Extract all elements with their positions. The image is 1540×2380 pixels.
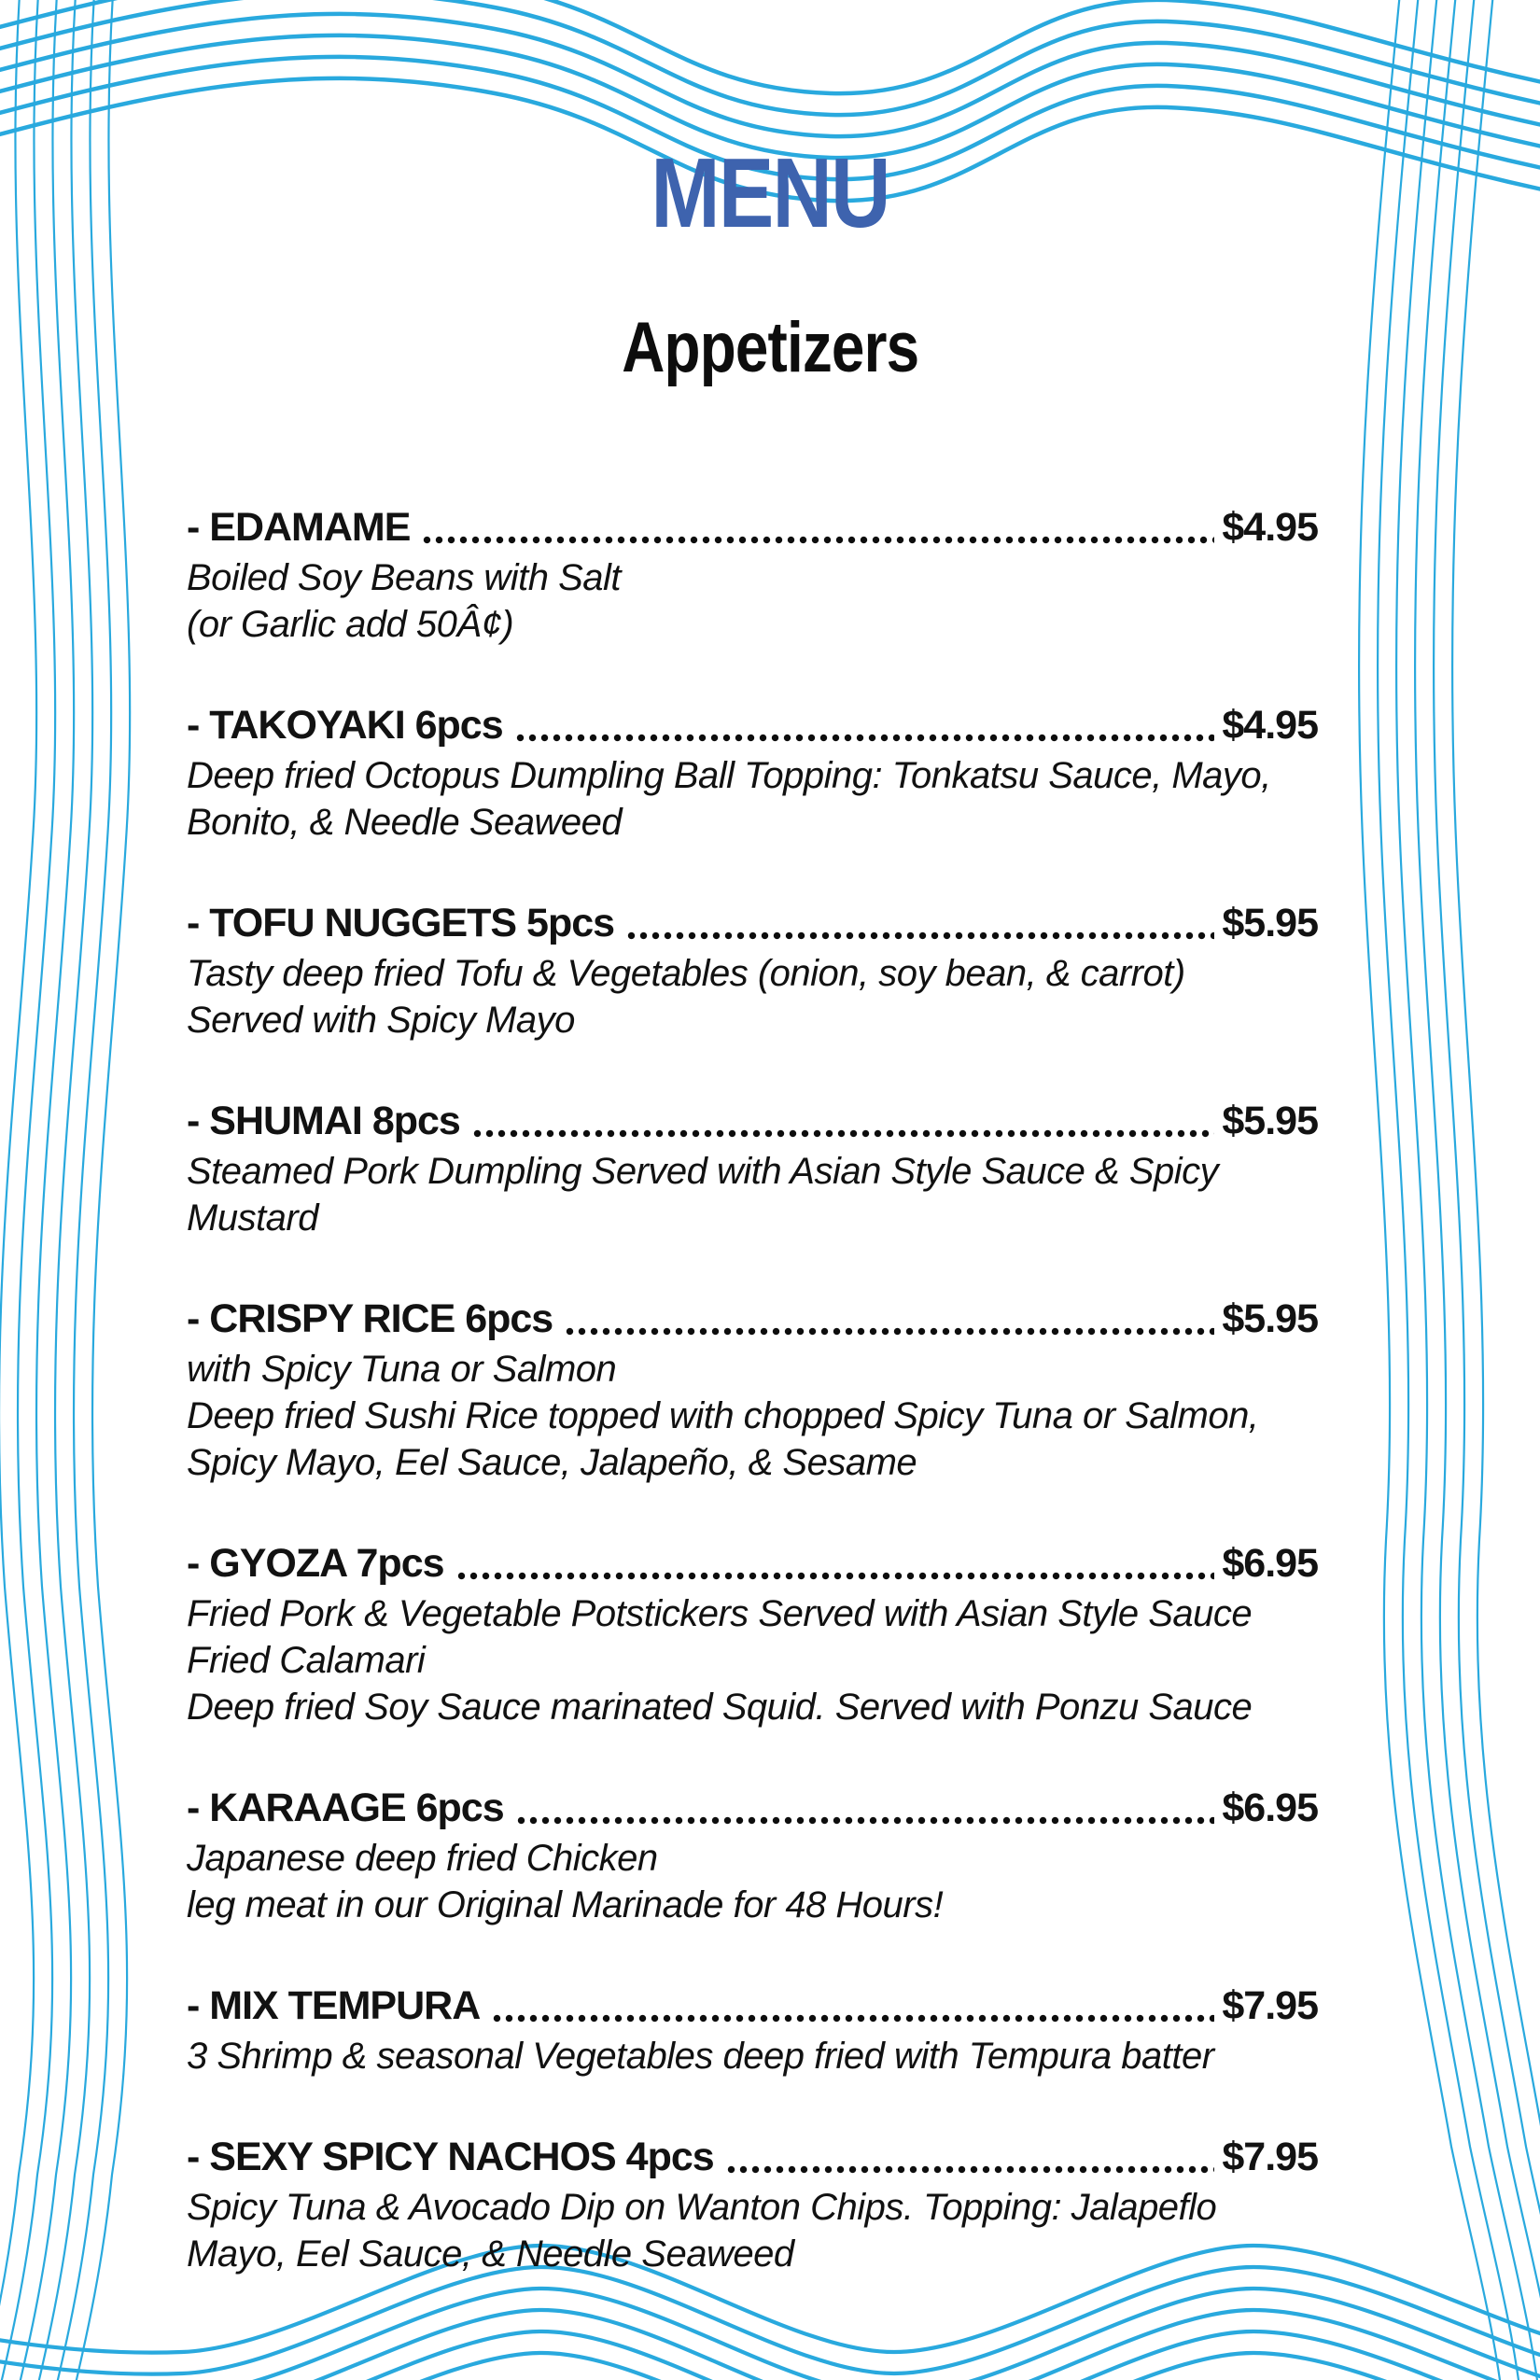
- item-description-line: (or Garlic add 50Â¢): [187, 604, 514, 645]
- menu-item-line: [187, 2132, 1318, 2182]
- item-description-line: Japanese deep fried Chicken: [187, 1838, 658, 1879]
- item-descriptions: [187, 1346, 1318, 1486]
- item-description-line: Tasty deep fried Tofu & Vegetables (onion, soy bean, & carrot): [187, 953, 1185, 994]
- item-description-line: Served with Spicy Mayo: [187, 1000, 575, 1041]
- item-name: - TAKOYAKI 6pcs: [187, 703, 503, 748]
- item-name: - SEXY SPICY NACHOS 4pcs: [187, 2135, 714, 2179]
- item-price: $5.95: [1222, 1296, 1318, 1341]
- menu-item-line: [187, 1538, 1318, 1589]
- item-descriptions: [187, 1148, 1318, 1241]
- item-price: $7.95: [1222, 2135, 1318, 2179]
- menu-items: [187, 502, 1318, 2330]
- item-description-line: Deep fried Soy Sauce marinated Squid. Served with Ponzu Sauce: [187, 1687, 1253, 1728]
- item-description-line: Boiled Soy Beans with Salt: [187, 557, 622, 598]
- item-name: - KARAAGE 6pcs: [187, 1785, 504, 1830]
- menu-item: [187, 502, 1318, 648]
- dotted-leader: [471, 1129, 1215, 1138]
- menu-item: [187, 1096, 1318, 1241]
- item-description-line: with Spicy Tuna or Salmon: [187, 1349, 617, 1390]
- menu-item-line: [187, 1783, 1318, 1833]
- item-description-line: Steamed Pork Dumpling Served with Asian Style Sauce & Spicy Mustard: [187, 1151, 1219, 1239]
- menu-item: [187, 1538, 1318, 1730]
- item-description-line: 3 Shrimp & seasonal Vegetables deep fried with Tempura batter: [187, 2036, 1214, 2077]
- item-description-line: Fried Pork & Vegetable Potstickers Served with Asian Style Sauce: [187, 1593, 1253, 1634]
- item-price: $4.95: [1222, 505, 1318, 550]
- item-descriptions: [187, 554, 1318, 648]
- dotted-leader: [421, 536, 1214, 544]
- item-name: - TOFU NUGGETS 5pcs: [187, 901, 615, 945]
- dotted-leader: [455, 1572, 1215, 1580]
- item-description-line: Deep fried Octopus Dumpling Ball Topping: Tonkatsu Sauce, Mayo, Bonito, & Needle Seaweed: [187, 755, 1271, 843]
- item-price: $4.95: [1222, 703, 1318, 748]
- section-heading: [0, 308, 1540, 388]
- menu-item: [187, 1294, 1318, 1486]
- item-descriptions: [187, 2184, 1318, 2277]
- dotted-leader: [625, 931, 1214, 940]
- item-price: $5.95: [1222, 901, 1318, 945]
- dotted-leader: [514, 734, 1215, 742]
- item-name: - CRISPY RICE 6pcs: [187, 1296, 553, 1341]
- page-title: [0, 138, 1540, 248]
- dotted-leader: [725, 2165, 1215, 2174]
- item-name: - EDAMAME: [187, 505, 411, 550]
- menu-item-line: [187, 1294, 1318, 1344]
- menu-item-line: [187, 1096, 1318, 1146]
- item-descriptions: [187, 1590, 1318, 1730]
- menu-item-line: [187, 502, 1318, 553]
- item-price: $7.95: [1222, 1983, 1318, 2028]
- dotted-leader: [564, 1327, 1214, 1336]
- item-description-line: Spicy Tuna & Avocado Dip on Wanton Chips. Topping: Jalapeflo Mayo, Eel Sauce, & Needle Seaweed: [187, 2187, 1217, 2275]
- item-descriptions: [187, 1835, 1318, 1928]
- item-price: $6.95: [1222, 1541, 1318, 1586]
- menu-item-line: [187, 700, 1318, 750]
- item-name: - SHUMAI 8pcs: [187, 1099, 460, 1143]
- menu-item: [187, 700, 1318, 846]
- dotted-leader: [491, 2014, 1214, 2023]
- menu-item-line: [187, 898, 1318, 948]
- dotted-leader: [515, 1816, 1215, 1825]
- item-price: $5.95: [1222, 1099, 1318, 1143]
- item-price: $6.95: [1222, 1785, 1318, 1830]
- menu-item: [187, 1783, 1318, 1928]
- item-descriptions: [187, 2033, 1318, 2079]
- item-descriptions: [187, 950, 1318, 1043]
- item-descriptions: [187, 752, 1318, 846]
- menu-item-line: [187, 1981, 1318, 2031]
- item-name: - MIX TEMPURA: [187, 1983, 481, 2028]
- section-heading-text: Appetizers: [622, 308, 918, 387]
- page-title-text: MENU: [651, 138, 889, 248]
- menu-item: [187, 1981, 1318, 2079]
- item-name: - GYOZA 7pcs: [187, 1541, 444, 1586]
- item-description-line: leg meat in our Original Marinade for 48 Hours!: [187, 1884, 944, 1925]
- item-description-line: Deep fried Sushi Rice topped with chopped Spicy Tuna or Salmon, Spicy Mayo, Eel Sauce, Jalapeño, & Sesame: [187, 1395, 1259, 1483]
- item-description-line: Fried Calamari: [187, 1640, 426, 1681]
- menu-item: [187, 898, 1318, 1043]
- menu-item: [187, 2132, 1318, 2277]
